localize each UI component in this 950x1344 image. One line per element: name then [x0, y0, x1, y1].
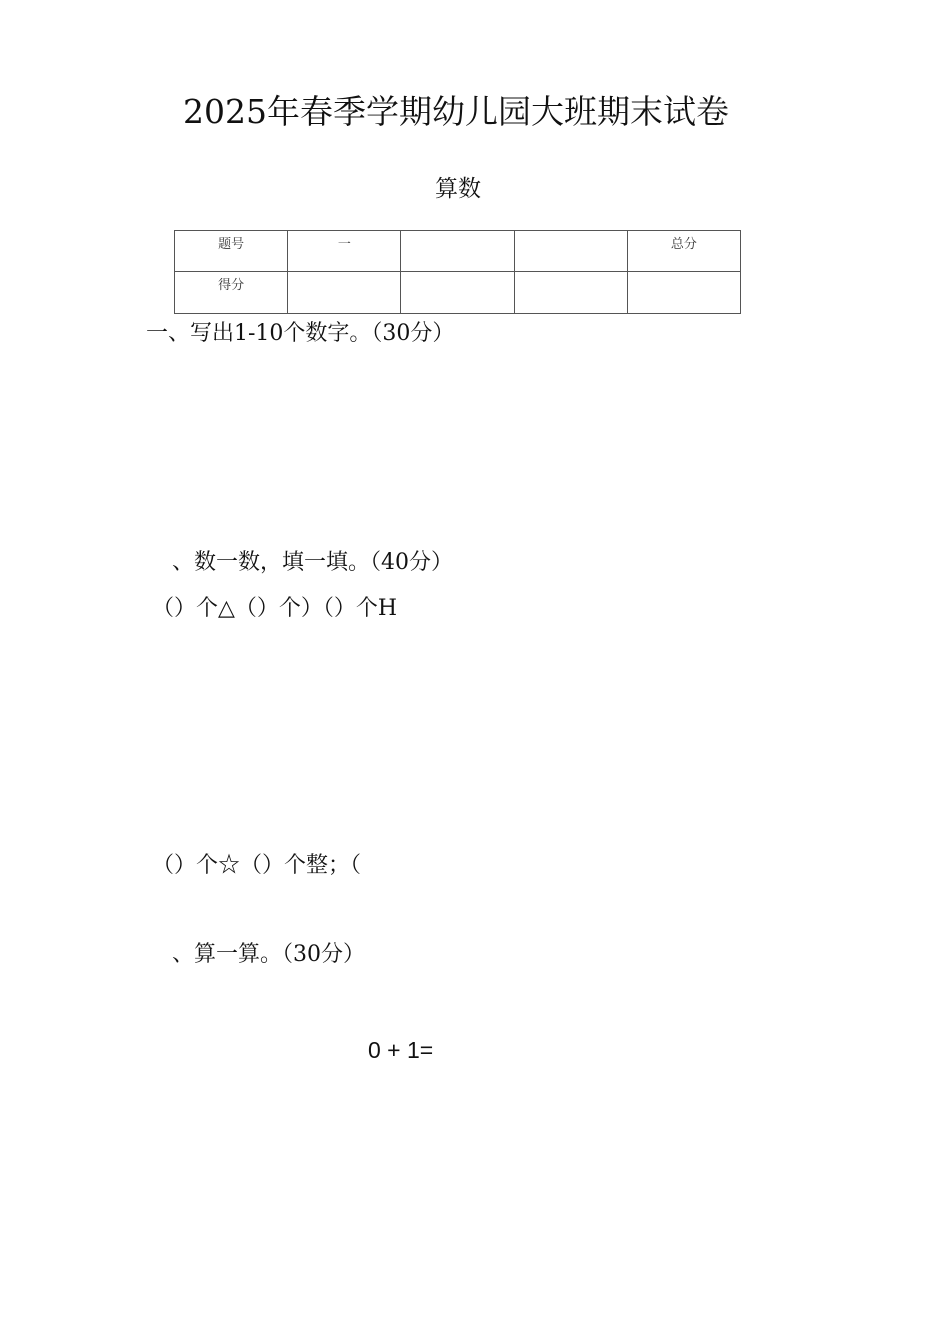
score-table [174, 230, 741, 314]
count-question-line-1: （）个△（）个）（）个H [152, 596, 398, 621]
section-2-heading: 、数一数，填一填。（40分） [172, 550, 453, 575]
table-cell [514, 231, 627, 272]
table-cell: 得分 [175, 272, 288, 314]
count-question-line-2: （）个☆（）个整；（ [152, 853, 362, 878]
table-cell [288, 272, 401, 314]
table-cell [401, 272, 514, 314]
table-cell [627, 272, 740, 314]
section-3-heading: 、算一算。（30分） [172, 942, 365, 967]
page-title: 2025年春季学期幼儿园大班期末试卷 [183, 92, 729, 131]
table-cell: 一 [288, 231, 401, 272]
table-row [175, 231, 741, 272]
table-cell [514, 272, 627, 314]
page-subtitle: 算数 [435, 176, 481, 202]
table-cell: 题号 [175, 231, 288, 272]
equation: 0 + 1= [368, 1037, 434, 1063]
table-row [175, 272, 741, 314]
table-cell: 总分 [627, 231, 740, 272]
table-cell [401, 231, 514, 272]
section-1-heading: 一、写出1-10个数字。（30分） [146, 321, 455, 346]
